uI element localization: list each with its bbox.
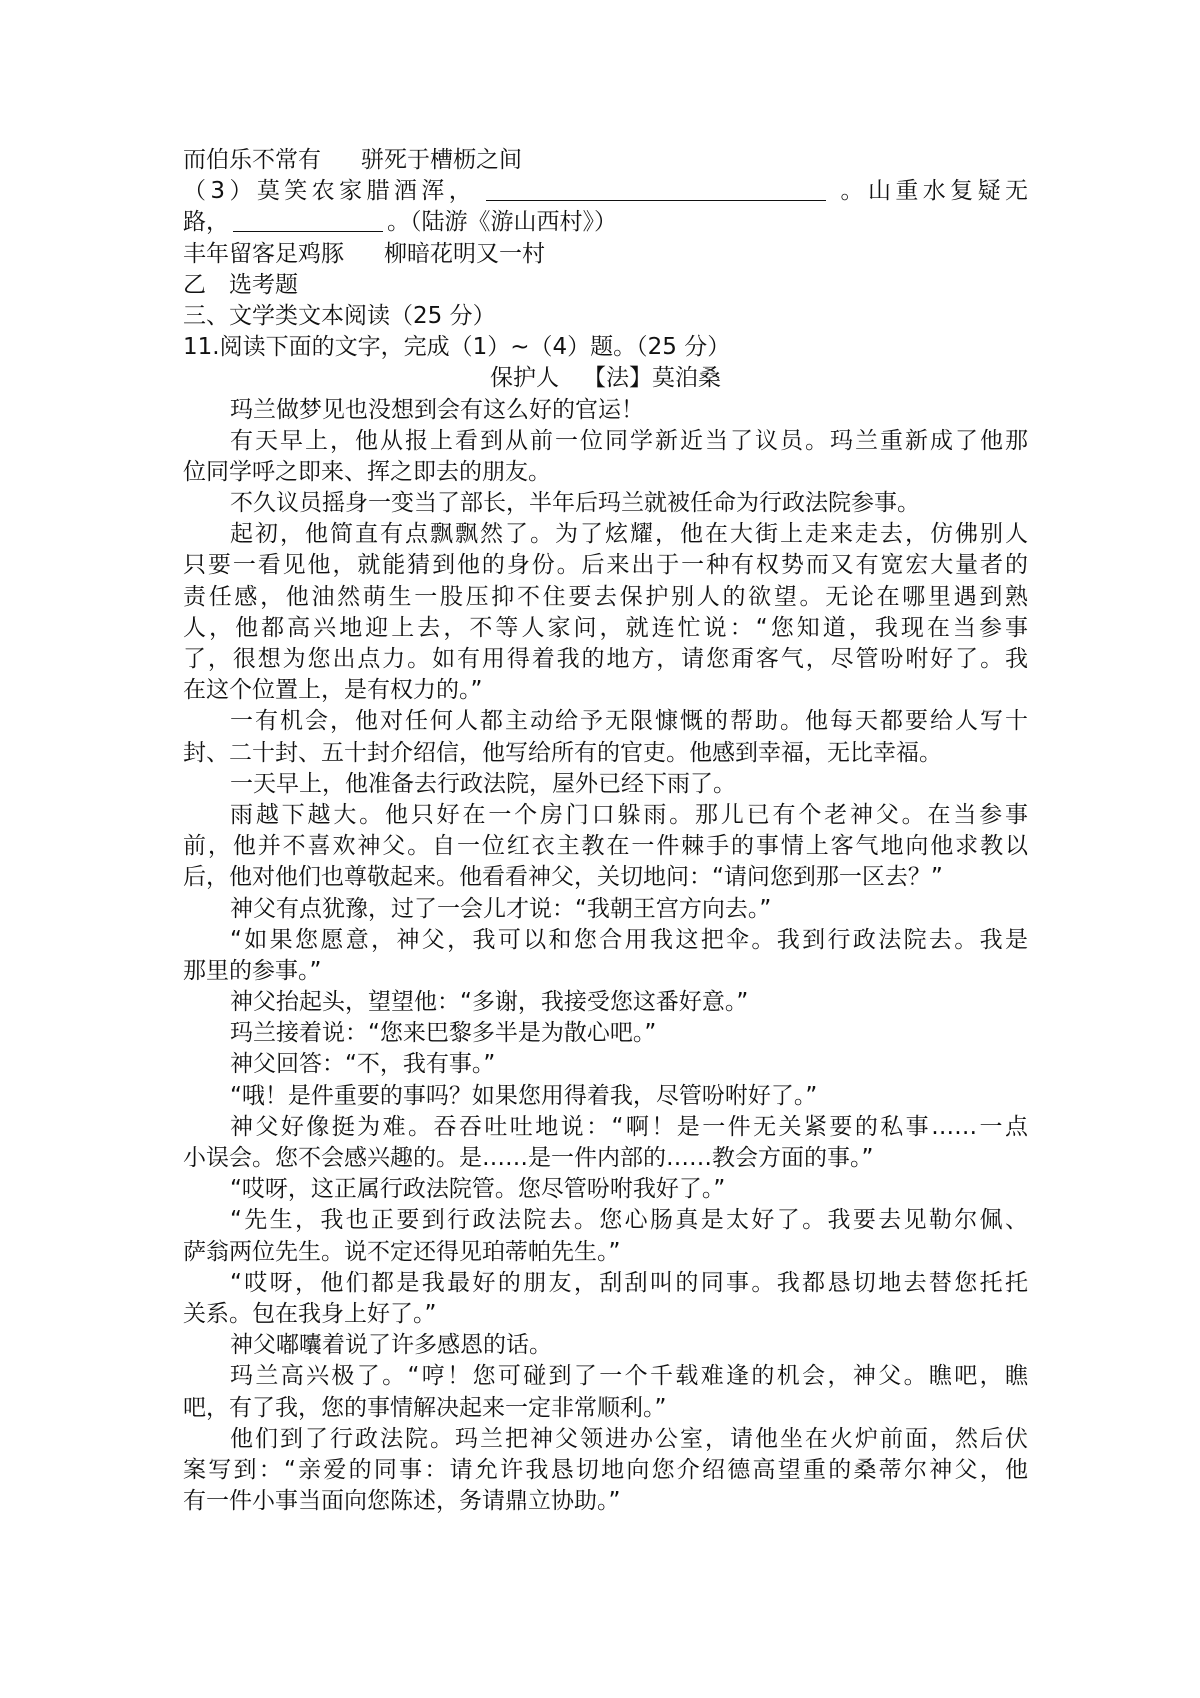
document-page xyxy=(183,145,1028,1517)
text-line: “哎呀，他们都是我最好的朋友，刮刮叫的同事。我都恳切地去替您托托 xyxy=(230,1269,1028,1296)
text-line: 有天早上，他从报上看到从前一位同学新近当了议员。玛兰重新成了他那 xyxy=(230,427,1028,454)
answer-line: 丰年留客足鸡豚 柳暗花明又一村 xyxy=(183,240,545,267)
text-line: 他们到了行政法院。玛兰把神父领进办公室，请他坐在火炉前面，然后伏 xyxy=(230,1425,1028,1452)
text-line: “哎呀，这正属行政法院管。您尽管吩咐我好了。” xyxy=(230,1176,726,1203)
answer-line: 而伯乐不常有 骈死于槽枥之间 xyxy=(183,147,522,173)
text-line: 不久议员摇身一变当了部长，半年后玛兰就被任命为行政法院参事。 xyxy=(230,490,920,517)
answer-blank xyxy=(233,209,383,232)
section-heading: 乙 选考题 xyxy=(183,271,298,298)
text-line: 神父抬起头，望望他：“多谢，我接受您这番好意。” xyxy=(230,989,749,1016)
story-title xyxy=(183,363,1028,394)
text-line: 玛兰高兴极了。“哼！您可碰到了一个千载难逢的机会，神父。瞧吧，瞧 xyxy=(230,1363,1028,1390)
text-line: 案写到：“亲爱的同事：请允许我恳切地向您介绍德高望重的桑蒂尔神父，他 xyxy=(183,1456,1028,1483)
text-line: 神父回答：“不，我有事。” xyxy=(230,1051,496,1078)
text-line: 玛兰做梦见也没想到会有这么好的官运！ xyxy=(230,396,644,423)
author-text: 【法】莫泊桑 xyxy=(583,365,721,392)
section-heading: 三、文学类文本阅读（25 分） xyxy=(183,302,496,329)
text-line: “如果您愿意，神父，我可以和您合用我这把伞。我到行政法院去。我是 xyxy=(230,926,1028,953)
text-line: 责任感，他油然萌生一股压抑不住要去保护别人的欲望。无论在哪里遇到熟 xyxy=(183,583,1028,610)
text-line: 前，他并不喜欢神父。自一位红衣主教在一件棘手的事情上客气地向他求教以 xyxy=(183,833,1028,860)
text-line: 吧，有了我，您的事情解决起来一定非常顺利。” xyxy=(183,1394,667,1421)
text-line: 在这个位置上，是有权力的。” xyxy=(183,677,483,704)
text-line: 封、二十封、五十封介绍信，他写给所有的官吏。他感到幸福，无比幸福。 xyxy=(183,739,942,766)
text-line: 神父有点犹豫，过了一会儿才说：“我朝王宫方向去。” xyxy=(230,895,772,922)
text-line: 有一件小事当面向您陈述，务请鼎立协助。” xyxy=(183,1488,621,1515)
text-line: “哦！是件重要的事吗？如果您用得着我，尽管吩咐好了。” xyxy=(230,1082,818,1109)
text-line: 神父嘟囔着说了许多感恩的话。 xyxy=(230,1332,552,1359)
text-line: 后，他对他们也尊敬起来。他看看神父，关切地问：“请问您到那一区去？” xyxy=(183,864,943,891)
text-line: 小误会。您不会感兴趣的。是……是一件内部的……教会方面的事。” xyxy=(183,1145,874,1171)
question-line: （3）莫笑农家腊酒浑， 。山重水复疑无 xyxy=(183,178,1029,205)
text-line: 萨翁两位先生。说不定还得见珀蒂帕先生。” xyxy=(183,1238,621,1265)
text-line: 人，他都高兴地迎上去，不等人家问，就连忙说：“您知道，我现在当参事 xyxy=(183,614,1028,641)
text-line: 神父好像挺为难。吞吞吐吐地说：“啊！是一件无关紧要的私事……一点 xyxy=(230,1113,1028,1140)
text-line: 一有机会，他对任何人都主动给予无限慷慨的帮助。他每天都要给人写十 xyxy=(230,708,1028,735)
text-line: 起初，他简直有点飘飘然了。为了炫耀，他在大街上走来走去，仿佛别人 xyxy=(230,521,1028,548)
title-text: 保护人 xyxy=(490,365,559,392)
text-line: 了，很想为您出点力。如有用得着我的地方，请您甭客气，尽管吩咐好了。我 xyxy=(183,646,1028,672)
text-line: 位同学呼之即来、挥之即去的朋友。 xyxy=(183,458,551,485)
text-line: 一天早上，他准备去行政法院，屋外已经下雨了。 xyxy=(230,770,736,797)
text-line: 只要一看见他，就能猜到他的身份。后来出于一种有权势而又有宽宏大量者的 xyxy=(183,552,1028,579)
question-line: 路， 。（陆游《游山西村》） xyxy=(183,209,617,236)
text-line: 关系。包在我身上好了。” xyxy=(183,1300,437,1327)
text-line: 玛兰接着说：“您来巴黎多半是为散心吧。” xyxy=(230,1020,657,1047)
text-line: 那里的参事。” xyxy=(183,957,322,984)
text-line: “先生，我也正要到行政法院去。您心肠真是太好了。我要去见勒尔佩、 xyxy=(230,1207,1028,1234)
question-prompt: 11.阅读下面的文字，完成（1）~（4）题。（25 分） xyxy=(183,334,731,361)
answer-blank xyxy=(486,178,826,201)
text-line: 雨越下越大。他只好在一个房门口躲雨。那儿已有个老神父。在当参事 xyxy=(230,801,1028,828)
